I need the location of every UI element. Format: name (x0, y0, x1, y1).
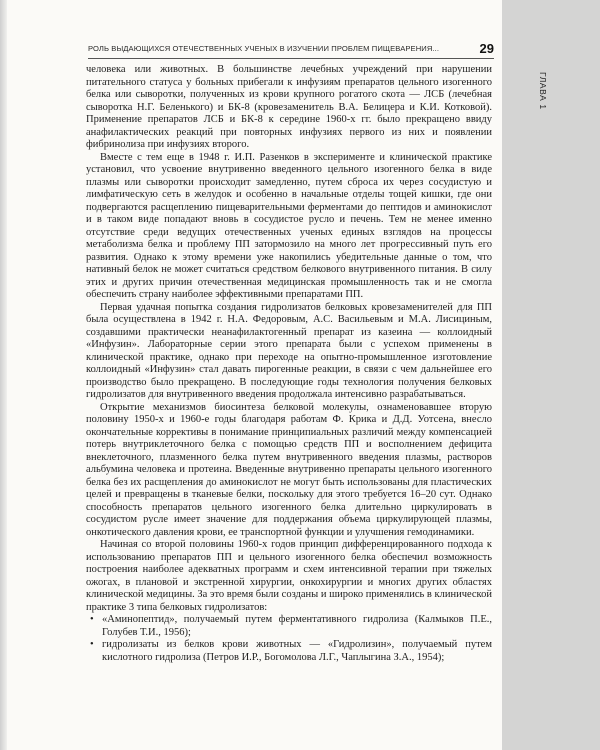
list-item: • «Аминопептид», получаемый путем ферментативного гидролиза (Калмыков П.Е., Голубев Т.И., 1956); (86, 614, 492, 639)
chapter-side-tab (502, 0, 600, 750)
page-edge (0, 0, 7, 750)
running-header-title: РОЛЬ ВЫДАЮЩИХСЯ ОТЕЧЕСТВЕННЫХ УЧЕНЫХ В ИЗУЧЕНИИ ПРОБЛЕМ ПИЩЕВАРЕНИЯ... (88, 44, 440, 53)
header-divider (88, 58, 494, 59)
running-header (88, 40, 494, 60)
paragraph-4: Открытие механизмов биосинтеза белковой молекулы, ознаменовавшее вторую половину 1950-х и 1960-е годы благодаря работам Ф. Крика и Д.Д. Уотсена, внесло окончательные коррективы в понимание принципиальных различий между компенсацией потерь внутриклеточного белка с помощью средств ПП и восполнением дефицита внеклеточного, плазменного белка путем внутривенного введения плазмы, растворов альбумина человека и протеина. Введенные внутривенно препараты цельного изогенного белка без их расщепления до аминокислот не могут быть использованы для пластических целей и превращены в тканевые белки, поскольку для этого требуется 16–20 сут. Однако способность препаратов цельного изогенного белка длительно циркулировать в сосудистом русле имеет значение для поддержания объема циркулирующей плазмы, онкотического давления крови, ее транспортной функции и улучшения гемодинамики. (86, 401, 492, 538)
chapter-tab-label: ГЛАВА 1 (538, 72, 548, 110)
hydrolysate-list (86, 614, 492, 664)
list-item: • гидролизаты из белков крови животных — «Гидролизин», получаемый путем кислотного гидролиза (Петров И.Р., Богомолова Л.Г., Чаплыгина З.А., 1954); (86, 639, 492, 664)
body-text (86, 64, 492, 664)
paragraph-3: Первая удачная попытка создания гидролизатов белковых кровезаменителей для ПП была осуществлена в 1942 г. Н.А. Федоровым, А.С. Васильевым и М.А. Лисициным, создавшими практически неанафилактогенный препарат из казеина — коллоидный «Инфузин». Лабораторные серии этого препарата были с успехом применены в клинической практике, однако при переходе на опытно-промышленное изготовление коллоидный «Инфузин» стал давать пирогенные реакции, в связи с чем дальнейшее его производство было прекращено. В последующие годы технология получения белковых гидролизатов для внутривенного введения продолжала интенсивно разрабатываться. (86, 301, 492, 400)
paragraph-1: человека или животных. В большинстве лечебных учреждений при нарушении питательного статуса у больных прибегали к инфузиям препаратов цельного изогенного белка или сыворотки, полученных из крови крупного рогатого скота — ЛСБ (лечебная сыворотка Н.Г. Беленького) и БК-8 (кровезаменитель В.А. Белицера и К.И. Котковой). Применение препаратов ЛСБ и БК-8 к середине 1960-х гг. было прекращено ввиду анафилактических реакций при повторных инфузиях первого из них и появлении фибринолиза при инфузиях второго. (86, 64, 492, 150)
paragraph-2: Вместе с тем еще в 1948 г. И.П. Разенков в эксперименте и клинической практике установил, что усвоение внутривенно введенного цельного изогенного белка в виде плазмы или сыворотки происходит замедленно, путем сброса их через сосудистую и лимфатическую сеть в желудок и особенно в начальные отделы тощей кишки, где они подвергаются расщеплению пищеварительными ферментами до пептидов и аминокислот и в таком виде попадают вновь в сосудистое русло и печень. Тем не менее именно отсутствие среди ведущих отечественных ученых единых взглядов на процессы метаболизма белка и проблему ПП затормозило на много лет прогрессивный путь его развития. Однако к этому времени уже накопились убедительные данные о том, что нативный белок не может считаться средством белкового внутривенного питания. В силу этих и других причин отечественная медицинская промышленность так и не смогла обеспечить страну наиболее эффективными препаратами ПП. (86, 151, 492, 300)
paragraph-5: Начиная со второй половины 1960-х годов принцип дифференцированного подхода к использованию препаратов ПП и цельного изогенного белка обеспечил возможность построения наиболее адекватных программ и схем интенсивной терапии при тяжелых ожогах, в плановой и экстренной хирургии, онкохирургии и многих других областях клинической медицины. За это время были созданы и широко применялись в клинической практике 3 типа белковых гидролизатов: (86, 539, 492, 613)
page-number: 29 (479, 41, 494, 56)
